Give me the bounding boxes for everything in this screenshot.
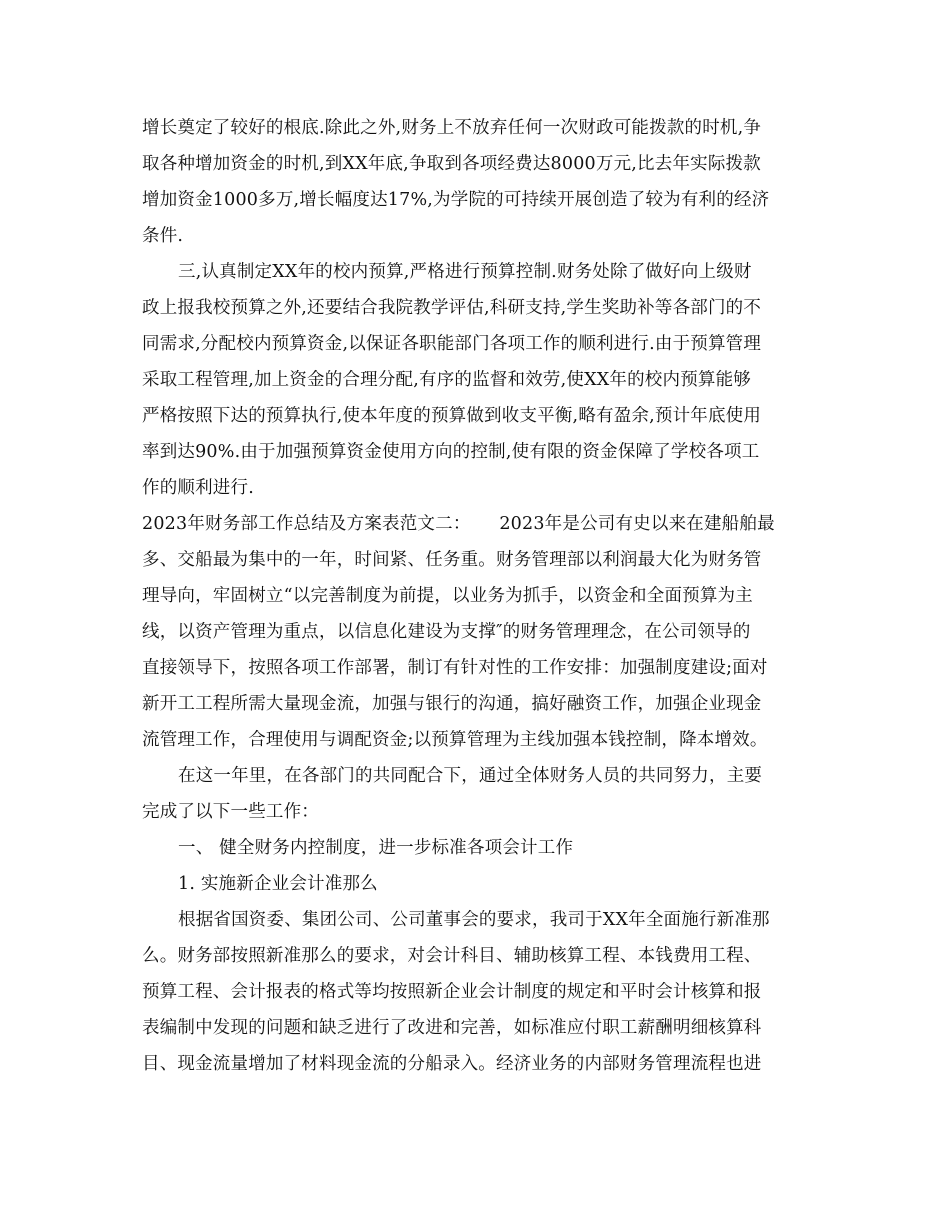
text-line: 根据省国资委、集团公司、公司董事会的要求，我司于XX年全面施行新准那 <box>178 910 770 930</box>
text-line: 么。财务部按照新准那么的要求，对会计科目、辅助核算工程、本钱费用工程、 <box>142 946 762 966</box>
text-line: 新开工工程所需大量现金流，加强与银行的沟通，搞好融资工作，加强企业现金 <box>142 694 762 714</box>
text-line: 理导向，牢固树立“以完善制度为前提，以业务为抓手，以资金和全面预算为主 <box>142 586 753 606</box>
text-line: 条件. <box>142 226 184 246</box>
text-line: 率到达90%.由于加强预算资金使用方向的控制,使有限的资金保障了学校各项工 <box>142 442 760 462</box>
text-line: 预算工程、会计报表的格式等均按照新企业会计制度的规定和平时会计核算和报 <box>142 982 762 1002</box>
text-line: 直接领导下，按照各项工作部署，制订有针对性的工作安排：加强制度建设;面对 <box>142 658 768 678</box>
text-line: 表编制中发现的问题和缺乏进行了改进和完善，如标准应付职工薪酬明细核算科 <box>142 1018 762 1038</box>
section-heading: 一、 健全财务内控制度，进一步标准各项会计工作 <box>178 838 574 858</box>
text-line: 增加资金1000多万,增长幅度达17%,为学院的可持续开展创造了较为有利的经济 <box>142 190 770 210</box>
subsection-heading: 1. 实施新企业会计准那么 <box>178 874 378 894</box>
text-line: 同需求,分配校内预算资金,以保证各职能部门各项工作的顺利进行.由于预算管理 <box>142 334 762 354</box>
text-line: 增长奠定了较好的根底.除此之外,财务上不放弃任何一次财政可能拨款的时机,争 <box>142 118 762 138</box>
text-line: 取各种增加资金的时机,到XX年底,争取到各项经费达8000万元,比去年实际拨款 <box>142 154 761 174</box>
text-line: 作的顺利进行. <box>142 478 254 498</box>
text-line: 流管理工作，合理使用与调配资金;以预算管理为主线加强本钱控制，降本增效。 <box>142 730 768 750</box>
text-line: 2023年财务部工作总结及方案表范文二： 2023年是公司有史以来在建船舶最 <box>142 514 775 534</box>
text-line: 线，以资产管理为重点，以信息化建设为支撑″的财务管理理念，在公司领导的 <box>142 622 751 642</box>
text-line: 政上报我校预算之外,还要结合我院教学评估,科研支持,学生奖助补等各部门的不 <box>142 298 762 318</box>
text-line: 完成了以下一些工作： <box>142 802 319 822</box>
text-line: 多、交船最为集中的一年，时间紧、任务重。财务管理部以利润最大化为财务管 <box>142 550 762 570</box>
text-line: 三,认真制定XX年的校内预算,严格进行预算控制.财务处除了做好向上级财 <box>178 262 752 282</box>
text-line: 采取工程管理,加上资金的合理分配,有序的监督和效劳,使XX年的校内预算能够 <box>142 370 752 390</box>
text-line: 在这一年里，在各部门的共同配合下，通过全体财务人员的共同努力，主要 <box>178 766 763 786</box>
text-line: 严格按照下达的预算执行,使本年度的预算做到收支平衡,略有盈余,预计年底使用 <box>142 406 762 426</box>
text-line: 目、现金流量增加了材料现金流的分船录入。经济业务的内部财务管理流程也进 <box>142 1054 762 1074</box>
